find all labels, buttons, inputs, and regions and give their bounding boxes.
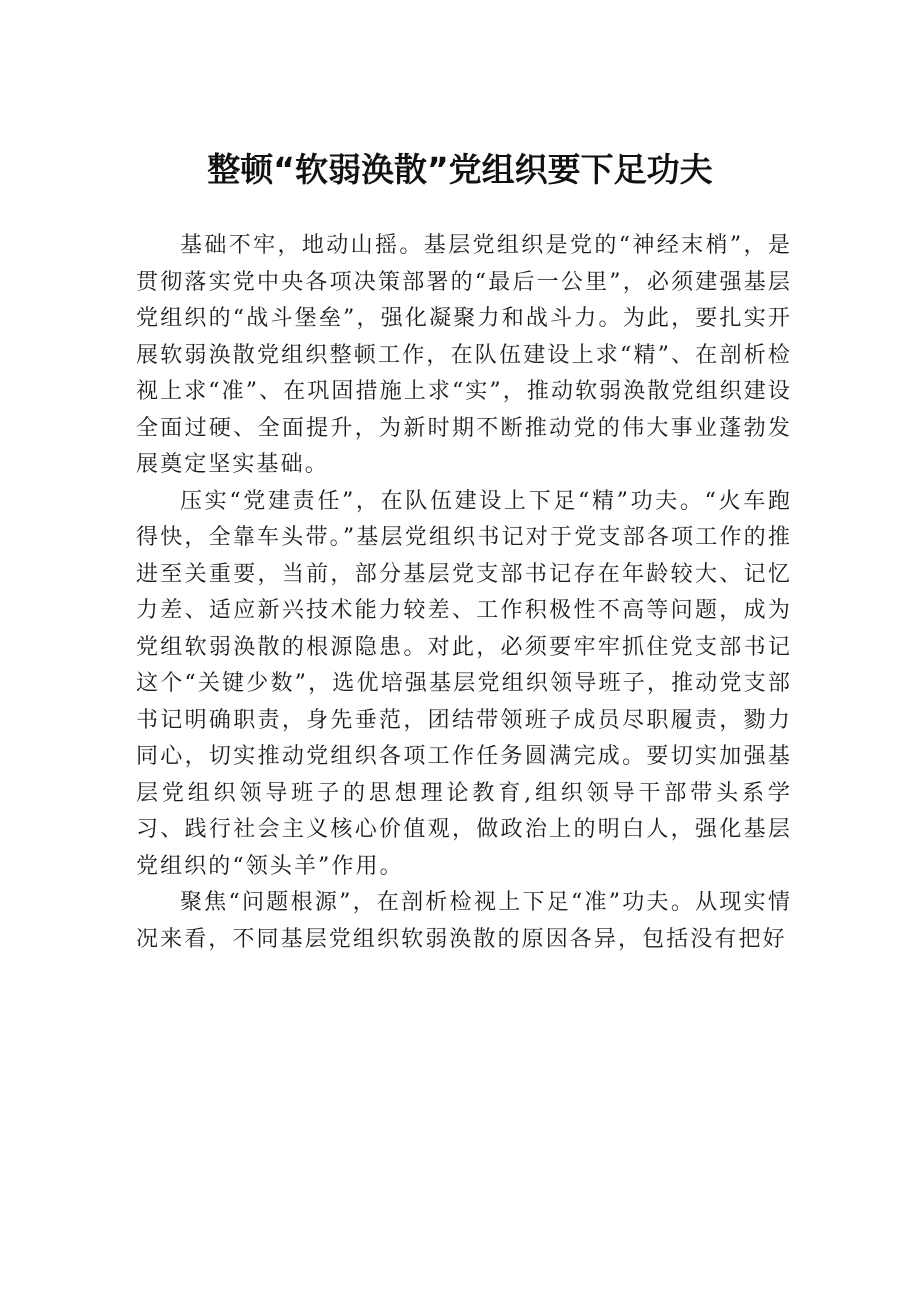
document-title: 整顿“软弱涣散”党组织要下足功夫 xyxy=(207,150,713,189)
paragraph-3: 聚焦“问题根源”，在剖析检视上下足“准”功夫。从现实情况来看，不同基层党组织软弱涣散的原因各异，包括没有把好 xyxy=(136,890,792,952)
paragraph-1: 基础不牢，地动山摇。基层党组织是党的“神经末梢”，是贯彻落实党中央各项决策部署的“最后一公里”，必须建强基层党组织的“战斗堡垒”，强化凝聚力和战斗力。为此，要扎实开展软弱涣散党组织整顿工作，在队伍建设上求“精”、在剖析检视上求“准”、在巩固措施上求“实”，推动软弱涣散党组织建设全面过硬、全面提升，为新时期不断推动党的伟大事业蓬勃发展奠定坚实基础。 xyxy=(136,233,792,477)
document-body xyxy=(136,228,792,958)
paragraph-2: 压实“党建责任”，在队伍建设上下足“精”功夫。“火车跑得快，全靠车头带。”基层党组织书记对于党支部各项工作的推进至关重要，当前，部分基层党支部书记存在年龄较大、记忆力差、适应新兴技术能力较差、工作积极性不高等问题，成为党组软弱涣散的根源隐患。对此，必须要牢牢抓住党支部书记这个“关键少数”，选优培强基层党组织领导班子，推动党支部书记明确职责，身先垂范，团结带领班子成员尽职履责，勠力同心，切实推动党组织各项工作任务圆满完成。要切实加强基层党组织领导班子的思想理论教育,组织领导干部带头系学习、践行社会主义核心价值观，做政治上的明白人，强化基层党组织的“领头羊”作用。 xyxy=(136,488,792,879)
